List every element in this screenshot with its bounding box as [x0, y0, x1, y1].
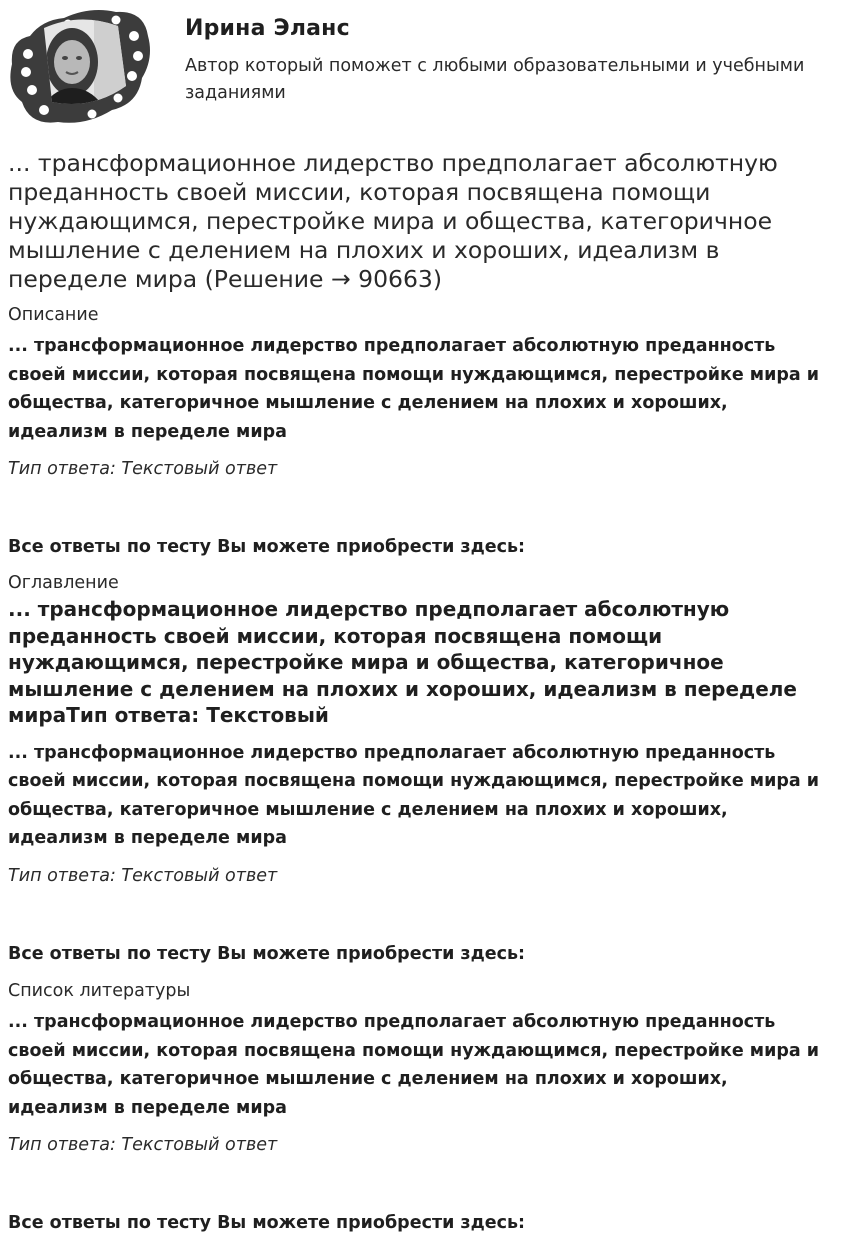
literature-text: ... трансформационное лидерство предполагает абсолютную преданность своей миссии, которая посвящена помощи нуждающимся, перестройке мира и общества, категоричное мышление с делением на плохих и хороших, идеализм в переделе мира: [8, 1012, 820, 1118]
description-buy-text: Все ответы по тесту Вы можете приобрести здесь:: [8, 537, 526, 557]
author-card: [8, 6, 838, 130]
author-description: Автор который поможет с любыми образовательными и учебными заданиями: [185, 56, 805, 103]
toc-section: [8, 572, 828, 965]
description-text: ... трансформационное лидерство предполагает абсолютную преданность своей миссии, которая посвящена помощи нуждающимся, перестройке мира и общества, категоричное мышление с делением на плохих и хороших, идеализм в переделе мира: [8, 336, 820, 442]
author-name[interactable]: Ирина Эланс: [185, 16, 350, 41]
description-label: Описание: [8, 305, 99, 325]
toc-text: ... трансформационное лидерство предполагает абсолютную преданность своей миссии, которая посвящена помощи нуждающимся, перестройке мира и общества, категоричное мышление с делением на плохих и хороших, идеализм в переделе мира: [8, 742, 820, 848]
literature-answer-type: Тип ответа: Текстовый ответ: [8, 1135, 278, 1155]
author-avatar[interactable]: [8, 6, 152, 128]
toc-heading: ... трансформационное лидерство предполагает абсолютную преданность своей миссии, которая посвящена помощи нуждающимся, перестройке мира и общества, категоричное мышление с делением на плохих и хороших, идеализм в переделе мираТип ответа: Текстовый: [8, 597, 797, 727]
toc-answer-type: Тип ответа: Текстовый ответ: [8, 865, 278, 886]
page-title: ... трансформационное лидерство предполагает абсолютную преданность своей миссии, которая посвящена помощи нуждающимся, перестройке мира и общества, категоричное мышление с делением на плохих и хороших, идеализм в переделе мира (Решение → 90663): [8, 149, 778, 293]
literature-section: [8, 980, 828, 1234]
literature-buy-text: Все ответы по тесту Вы можете приобрести здесь:: [8, 1213, 526, 1233]
literature-label: Список литературы: [8, 981, 191, 1001]
description-answer-type: Тип ответа: Текстовый ответ: [8, 459, 278, 479]
toc-buy-text: Все ответы по тесту Вы можете приобрести здесь:: [8, 943, 526, 964]
toc-label: Оглавление: [8, 573, 119, 593]
description-section: [8, 304, 828, 558]
